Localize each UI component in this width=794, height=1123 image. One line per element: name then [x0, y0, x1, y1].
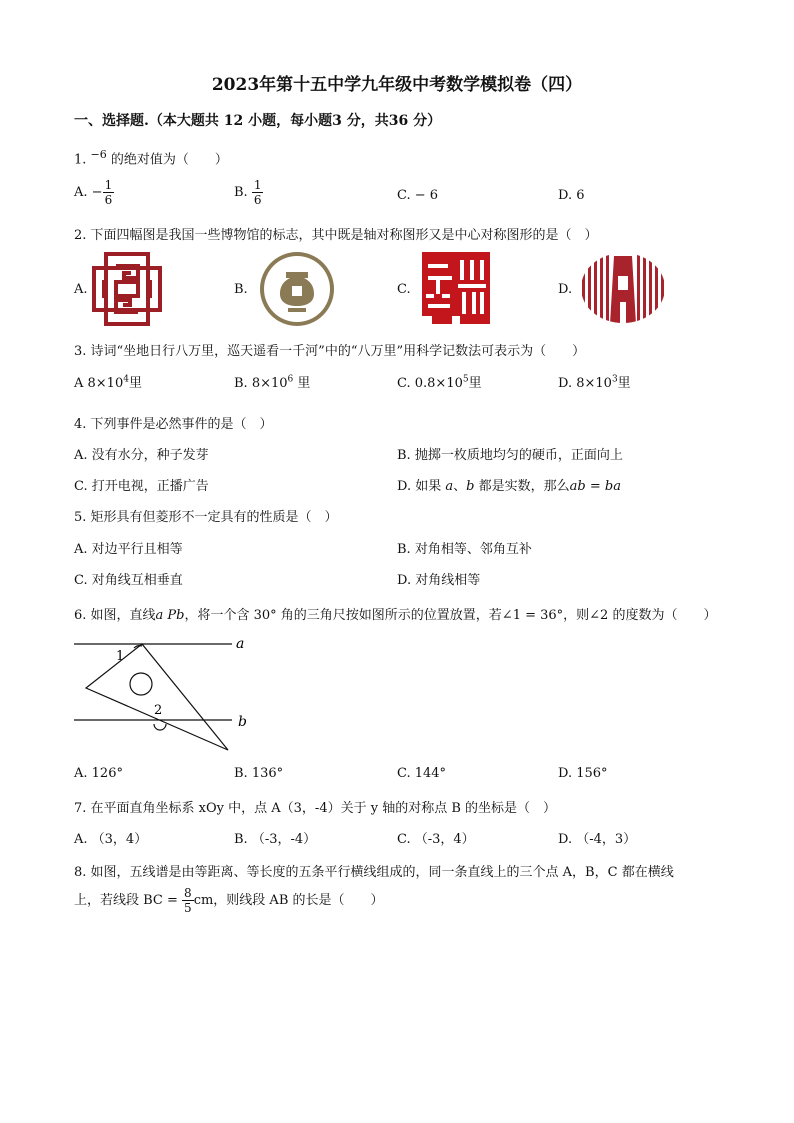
museum-logo-b-icon — [258, 250, 336, 328]
q1-option-b: B. $\frac{1}{6}$ — [234, 178, 262, 207]
q4-option-d: D. 如果 a、b 都是实数，那么ab = ba — [397, 479, 621, 494]
q7-option-c: C. （-3，4） — [397, 832, 475, 847]
q1-option-c: C. − 6 — [397, 188, 439, 203]
question-8-line-2: 上，若线段 BC = $\frac{8}{5}$ cm，则线段 AB 的长是（ ） — [74, 886, 384, 915]
q7-option-d: D. （-4，3） — [558, 832, 637, 847]
q4-option-c: C. 打开电视，正播广告 — [74, 479, 209, 494]
question-4-stem: 4. 下列事件是必然事件的是（ ） — [74, 417, 273, 432]
q7-option-b: B. （-3，-4） — [234, 832, 317, 847]
museum-logo-a-icon — [92, 252, 162, 326]
q5-option-c: C. 对角线互相垂直 — [74, 573, 183, 588]
question-3-stem: 3. 诗词“坐地日行八万里，巡天遥看一千河”中的“八万里”用科学记数法可表示为（ ） — [74, 344, 586, 359]
q4-option-b: B. 抛掷一枚质地均匀的硬币，正面向上 — [397, 448, 623, 463]
q3-option-d: D. $8\times 10^3$里 — [558, 374, 631, 391]
q2-option-d: D. — [558, 282, 573, 297]
label-angle-1: 1 — [116, 649, 125, 664]
museum-logo-d-icon — [580, 252, 666, 324]
q1-number: 1. — [74, 152, 87, 168]
section-heading: 一、选择题.（本大题共 12 小题，每小题3 分，共36 分） — [74, 113, 442, 129]
triangle-ruler — [86, 644, 228, 750]
ruler-hole — [130, 673, 152, 695]
q7-option-a: A. （3，4） — [74, 832, 148, 847]
q5-option-d: D. 对角线相等 — [397, 573, 481, 588]
q6-option-c: C. 144° — [397, 766, 447, 781]
q3-option-c: C. $0.8\times 10^5$里 — [397, 374, 482, 391]
q1-option-a: A. − $\frac{1}{6}$ — [74, 178, 113, 207]
q5-option-b: B. 对角相等、邻角互补 — [397, 542, 532, 557]
question-5-stem: 5. 矩形具有但菱形不一定具有的性质是（ ） — [74, 510, 338, 525]
q2-option-b: B. — [234, 282, 248, 297]
page-title: 2023年第十五中学九年级中考数学模拟卷（四） — [211, 75, 583, 95]
label-a: a — [236, 636, 245, 652]
q1-option-d: D. 6 — [558, 188, 585, 203]
q6-figure — [74, 634, 274, 754]
q4-option-a: A. 没有水分，种子发芽 — [74, 448, 209, 463]
label-angle-2: 2 — [154, 703, 163, 718]
question-6-stem: 6. 如图，直线a Pb，将一个含 30° 角的三角尺按如图所示的位置放置，若∠1 = 36°，则∠2 的度数为（ ） — [74, 608, 717, 623]
question-1-stem — [74, 148, 228, 167]
q6-option-b: B. 136° — [234, 766, 284, 781]
q1-value: −6 — [90, 148, 107, 161]
q1-text: 的绝对值为（ ） — [110, 152, 228, 168]
q3-option-a: A $8\times 10^4$里 — [74, 374, 142, 391]
question-2-stem: 2. 下面四幅图是我国一些博物馆的标志，其中既是轴对称图形又是中心对称图形的是（ ） — [74, 228, 598, 243]
q3-option-b: B. $8\times 10^6$ 里 — [234, 374, 311, 391]
q6-option-d: D. 156° — [558, 766, 608, 781]
question-8-line-1: 8. 如图，五线谱是由等距离、等长度的五条平行横线组成的，同一条直线上的三个点 A，B，C 都在横线 — [74, 865, 674, 880]
q6-option-a: A. 126° — [74, 766, 123, 781]
question-7-stem: 7. 在平面直角坐标系 xOy 中，点 A（3，-4）关于 y 轴的对称点 B 的坐标是（ ） — [74, 801, 557, 816]
q2-option-a: A. — [74, 282, 88, 297]
museum-logo-c-icon — [420, 250, 492, 326]
q5-option-a: A. 对边平行且相等 — [74, 542, 183, 557]
label-b: b — [238, 714, 247, 730]
q2-option-c: C. — [397, 282, 411, 297]
